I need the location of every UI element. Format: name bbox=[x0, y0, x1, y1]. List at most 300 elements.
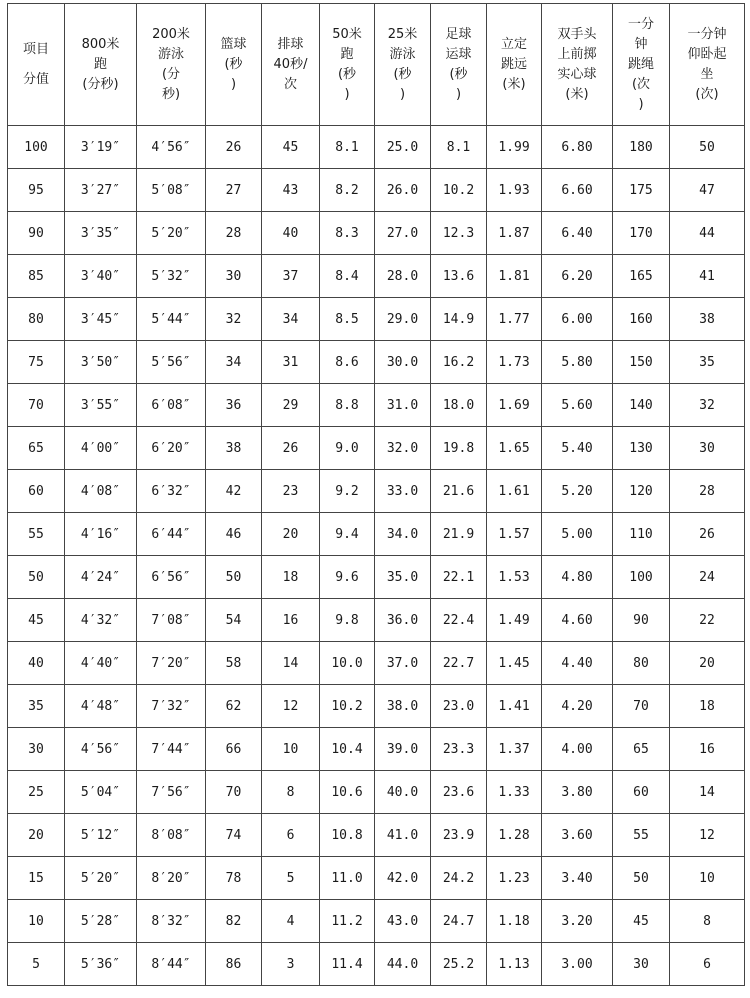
table-row bbox=[8, 728, 745, 771]
table-cell: 5.60 bbox=[542, 384, 613, 427]
table-cell: 3′40″ bbox=[65, 255, 137, 298]
column-header-line: 上前掷 bbox=[557, 46, 597, 62]
score-cell: 90 bbox=[8, 212, 65, 255]
column-header-line: 25米 bbox=[387, 26, 418, 42]
table-cell: 26.0 bbox=[375, 169, 431, 212]
table-cell: 1.33 bbox=[487, 771, 542, 814]
column-header-line: ) bbox=[399, 86, 406, 102]
table-cell: 7′32″ bbox=[137, 685, 206, 728]
table-cell: 35.0 bbox=[375, 556, 431, 599]
table-cell: 165 bbox=[613, 255, 670, 298]
table-cell: 1.41 bbox=[487, 685, 542, 728]
table-cell: 35 bbox=[670, 341, 745, 384]
table-cell: 19.8 bbox=[431, 427, 487, 470]
column-header bbox=[137, 4, 206, 126]
table-cell: 26 bbox=[670, 513, 745, 556]
table-cell: 32 bbox=[670, 384, 745, 427]
table-cell: 50 bbox=[670, 126, 745, 169]
score-cell: 55 bbox=[8, 513, 65, 556]
table-cell: 54 bbox=[206, 599, 262, 642]
table-cell: 24 bbox=[670, 556, 745, 599]
table-cell: 130 bbox=[613, 427, 670, 470]
table-cell: 1.18 bbox=[487, 900, 542, 943]
table-cell: 1.61 bbox=[487, 470, 542, 513]
table-cell: 4′16″ bbox=[65, 513, 137, 556]
table-cell: 1.49 bbox=[487, 599, 542, 642]
column-header-line: 实心球 bbox=[557, 66, 597, 82]
table-cell: 1.45 bbox=[487, 642, 542, 685]
table-row bbox=[8, 900, 745, 943]
table-cell: 4 bbox=[262, 900, 320, 943]
table-cell: 10.2 bbox=[431, 169, 487, 212]
table-cell: 3′45″ bbox=[65, 298, 137, 341]
table-cell: 38.0 bbox=[375, 685, 431, 728]
table-cell: 4′48″ bbox=[65, 685, 137, 728]
column-header-line: 次 bbox=[283, 76, 297, 92]
table-cell: 170 bbox=[613, 212, 670, 255]
table-cell: 31.0 bbox=[375, 384, 431, 427]
table-cell: 44.0 bbox=[375, 943, 431, 986]
table-cell: 43 bbox=[262, 169, 320, 212]
column-header-line: 双手头 bbox=[557, 26, 597, 42]
column-header-line: (米) bbox=[502, 76, 526, 92]
table-cell: 4.80 bbox=[542, 556, 613, 599]
table-cell: 41 bbox=[670, 255, 745, 298]
table-cell: 5.80 bbox=[542, 341, 613, 384]
table-cell: 31 bbox=[262, 341, 320, 384]
table-cell: 86 bbox=[206, 943, 262, 986]
table-cell: 9.6 bbox=[320, 556, 375, 599]
table-cell: 55 bbox=[613, 814, 670, 857]
column-header bbox=[542, 4, 613, 126]
column-header-line: 秒) bbox=[161, 86, 181, 102]
table-cell: 34.0 bbox=[375, 513, 431, 556]
column-header-line: 坐 bbox=[700, 66, 714, 82]
table-cell: 16 bbox=[670, 728, 745, 771]
table-cell: 23.3 bbox=[431, 728, 487, 771]
table-cell: 5′08″ bbox=[137, 169, 206, 212]
table-row bbox=[8, 943, 745, 986]
table-cell: 30 bbox=[670, 427, 745, 470]
table-cell: 9.4 bbox=[320, 513, 375, 556]
column-header bbox=[613, 4, 670, 126]
table-cell: 8.3 bbox=[320, 212, 375, 255]
table-cell: 8 bbox=[670, 900, 745, 943]
table-cell: 4′56″ bbox=[137, 126, 206, 169]
score-cell: 35 bbox=[8, 685, 65, 728]
table-cell: 21.9 bbox=[431, 513, 487, 556]
header-row bbox=[8, 4, 745, 126]
table-cell: 1.99 bbox=[487, 126, 542, 169]
table-cell: 3′35″ bbox=[65, 212, 137, 255]
column-header-line: 游泳 bbox=[389, 46, 416, 62]
column-header-line: (分 bbox=[161, 66, 181, 82]
table-cell: 1.69 bbox=[487, 384, 542, 427]
table-cell: 4′24″ bbox=[65, 556, 137, 599]
table-cell: 110 bbox=[613, 513, 670, 556]
table-cell: 20 bbox=[262, 513, 320, 556]
table-row bbox=[8, 513, 745, 556]
table-cell: 120 bbox=[613, 470, 670, 513]
table-cell: 34 bbox=[206, 341, 262, 384]
table-cell: 25.2 bbox=[431, 943, 487, 986]
score-table bbox=[7, 3, 745, 986]
table-cell: 23.6 bbox=[431, 771, 487, 814]
column-header bbox=[431, 4, 487, 126]
column-header-line: (秒 bbox=[449, 66, 468, 82]
table-cell: 3′19″ bbox=[65, 126, 137, 169]
column-header-line: (秒 bbox=[337, 66, 357, 82]
table-row bbox=[8, 341, 745, 384]
column-header bbox=[487, 4, 542, 126]
column-header-line: 项目 bbox=[22, 41, 49, 57]
table-cell: 40.0 bbox=[375, 771, 431, 814]
table-cell: 29.0 bbox=[375, 298, 431, 341]
table-cell: 4′56″ bbox=[65, 728, 137, 771]
table-cell: 28 bbox=[670, 470, 745, 513]
table-row bbox=[8, 255, 745, 298]
table-cell: 37 bbox=[262, 255, 320, 298]
table-cell: 6.40 bbox=[542, 212, 613, 255]
table-cell: 4′40″ bbox=[65, 642, 137, 685]
column-header-line: 立定 bbox=[500, 36, 527, 52]
column-header-line: 跳远 bbox=[500, 56, 527, 72]
table-cell: 82 bbox=[206, 900, 262, 943]
table-cell: 40 bbox=[262, 212, 320, 255]
table-cell: 8.1 bbox=[320, 126, 375, 169]
table-cell: 22 bbox=[670, 599, 745, 642]
table-cell: 70 bbox=[206, 771, 262, 814]
table-cell: 5.40 bbox=[542, 427, 613, 470]
table-cell: 38 bbox=[206, 427, 262, 470]
table-cell: 1.87 bbox=[487, 212, 542, 255]
table-cell: 4′00″ bbox=[65, 427, 137, 470]
column-header-line: (分秒) bbox=[82, 76, 119, 92]
table-cell: 16 bbox=[262, 599, 320, 642]
table-cell: 16.2 bbox=[431, 341, 487, 384]
table-cell: 8.6 bbox=[320, 341, 375, 384]
table-cell: 8′32″ bbox=[137, 900, 206, 943]
table-body bbox=[8, 126, 745, 986]
table-cell: 1.53 bbox=[487, 556, 542, 599]
column-header-line: 仰卧起 bbox=[687, 46, 727, 62]
table-cell: 1.93 bbox=[487, 169, 542, 212]
table-cell: 80 bbox=[613, 642, 670, 685]
table-cell: 3′27″ bbox=[65, 169, 137, 212]
score-cell: 70 bbox=[8, 384, 65, 427]
table-cell: 6′08″ bbox=[137, 384, 206, 427]
table-cell: 62 bbox=[206, 685, 262, 728]
table-cell: 66 bbox=[206, 728, 262, 771]
table-cell: 33.0 bbox=[375, 470, 431, 513]
table-row bbox=[8, 212, 745, 255]
table-cell: 14.9 bbox=[431, 298, 487, 341]
table-cell: 70 bbox=[613, 685, 670, 728]
table-cell: 6.00 bbox=[542, 298, 613, 341]
table-cell: 78 bbox=[206, 857, 262, 900]
column-header bbox=[262, 4, 320, 126]
table-cell: 1.77 bbox=[487, 298, 542, 341]
table-cell: 23 bbox=[262, 470, 320, 513]
table-cell: 12.3 bbox=[431, 212, 487, 255]
table-cell: 18 bbox=[262, 556, 320, 599]
table-cell: 26 bbox=[262, 427, 320, 470]
table-cell: 12 bbox=[670, 814, 745, 857]
column-header-line: 跑 bbox=[340, 46, 354, 62]
table-cell: 6′56″ bbox=[137, 556, 206, 599]
table-cell: 8 bbox=[262, 771, 320, 814]
score-cell: 65 bbox=[8, 427, 65, 470]
column-header-line: 40秒/ bbox=[273, 56, 308, 72]
table-cell: 29 bbox=[262, 384, 320, 427]
table-cell: 14 bbox=[262, 642, 320, 685]
table-cell: 6.20 bbox=[542, 255, 613, 298]
score-cell: 30 bbox=[8, 728, 65, 771]
table-cell: 5′20″ bbox=[65, 857, 137, 900]
table-cell: 4.20 bbox=[542, 685, 613, 728]
column-header bbox=[65, 4, 137, 126]
column-header-line: (次 bbox=[631, 76, 651, 92]
table-cell: 10.6 bbox=[320, 771, 375, 814]
table-cell: 32 bbox=[206, 298, 262, 341]
table-header bbox=[8, 4, 745, 126]
table-cell: 25.0 bbox=[375, 126, 431, 169]
table-cell: 10 bbox=[670, 857, 745, 900]
table-cell: 38 bbox=[670, 298, 745, 341]
score-cell: 20 bbox=[8, 814, 65, 857]
table-cell: 175 bbox=[613, 169, 670, 212]
column-header-line: 钟 bbox=[634, 36, 648, 52]
score-cell: 75 bbox=[8, 341, 65, 384]
column-header-line: 一分钟 bbox=[687, 26, 727, 42]
table-cell: 8′08″ bbox=[137, 814, 206, 857]
column-header-line: 200米 bbox=[152, 26, 190, 42]
table-cell: 14 bbox=[670, 771, 745, 814]
table-cell: 60 bbox=[613, 771, 670, 814]
table-cell: 5′36″ bbox=[65, 943, 137, 986]
table-cell: 27.0 bbox=[375, 212, 431, 255]
table-cell: 42 bbox=[206, 470, 262, 513]
column-header bbox=[375, 4, 431, 126]
table-cell: 65 bbox=[613, 728, 670, 771]
table-cell: 6′44″ bbox=[137, 513, 206, 556]
table-row bbox=[8, 427, 745, 470]
table-cell: 5.20 bbox=[542, 470, 613, 513]
table-cell: 21.6 bbox=[431, 470, 487, 513]
score-cell: 40 bbox=[8, 642, 65, 685]
column-header-line: 游泳 bbox=[157, 46, 184, 62]
column-header-line: 运球 bbox=[445, 46, 472, 62]
table-cell: 3.20 bbox=[542, 900, 613, 943]
table-cell: 6.80 bbox=[542, 126, 613, 169]
table-cell: 24.7 bbox=[431, 900, 487, 943]
table-cell: 9.2 bbox=[320, 470, 375, 513]
table-cell: 8.5 bbox=[320, 298, 375, 341]
table-cell: 7′08″ bbox=[137, 599, 206, 642]
table-cell: 36 bbox=[206, 384, 262, 427]
table-cell: 50 bbox=[206, 556, 262, 599]
table-cell: 13.6 bbox=[431, 255, 487, 298]
table-row bbox=[8, 298, 745, 341]
table-cell: 5′32″ bbox=[137, 255, 206, 298]
table-cell: 11.4 bbox=[320, 943, 375, 986]
score-cell: 10 bbox=[8, 900, 65, 943]
table-cell: 23.0 bbox=[431, 685, 487, 728]
table-cell: 8.8 bbox=[320, 384, 375, 427]
table-cell: 23.9 bbox=[431, 814, 487, 857]
column-header-line: (米) bbox=[565, 86, 589, 102]
table-cell: 22.4 bbox=[431, 599, 487, 642]
table-cell: 44 bbox=[670, 212, 745, 255]
table-cell: 74 bbox=[206, 814, 262, 857]
table-cell: 5′12″ bbox=[65, 814, 137, 857]
table-cell: 42.0 bbox=[375, 857, 431, 900]
table-cell: 22.7 bbox=[431, 642, 487, 685]
table-cell: 1.37 bbox=[487, 728, 542, 771]
table-cell: 10.8 bbox=[320, 814, 375, 857]
column-header-line: ) bbox=[638, 96, 644, 112]
column-header-line: ) bbox=[455, 86, 462, 102]
score-cell: 45 bbox=[8, 599, 65, 642]
table-cell: 11.2 bbox=[320, 900, 375, 943]
score-cell: 100 bbox=[8, 126, 65, 169]
table-row bbox=[8, 599, 745, 642]
table-row bbox=[8, 814, 745, 857]
table-cell: 10.2 bbox=[320, 685, 375, 728]
column-header-line: ) bbox=[344, 86, 350, 102]
table-cell: 1.13 bbox=[487, 943, 542, 986]
table-cell: 7′44″ bbox=[137, 728, 206, 771]
table-cell: 22.1 bbox=[431, 556, 487, 599]
table-cell: 4.00 bbox=[542, 728, 613, 771]
table-cell: 32.0 bbox=[375, 427, 431, 470]
column-header-line: ) bbox=[230, 76, 237, 92]
column-header bbox=[320, 4, 375, 126]
table-cell: 1.65 bbox=[487, 427, 542, 470]
table-cell: 8.4 bbox=[320, 255, 375, 298]
table-cell: 5′20″ bbox=[137, 212, 206, 255]
column-header bbox=[670, 4, 745, 126]
table-cell: 3 bbox=[262, 943, 320, 986]
table-cell: 41.0 bbox=[375, 814, 431, 857]
score-cell: 80 bbox=[8, 298, 65, 341]
score-cell: 60 bbox=[8, 470, 65, 513]
table-cell: 30 bbox=[206, 255, 262, 298]
column-header-line: 足球 bbox=[445, 26, 472, 42]
table-cell: 34 bbox=[262, 298, 320, 341]
table-cell: 18 bbox=[670, 685, 745, 728]
column-header-line: 分值 bbox=[22, 71, 49, 87]
table-cell: 9.8 bbox=[320, 599, 375, 642]
table-cell: 8′44″ bbox=[137, 943, 206, 986]
column-header-line: 800米 bbox=[81, 36, 120, 52]
table-cell: 3′55″ bbox=[65, 384, 137, 427]
table-row bbox=[8, 169, 745, 212]
column-header-line: 跑 bbox=[93, 56, 107, 72]
table-cell: 27 bbox=[206, 169, 262, 212]
column-header bbox=[8, 4, 65, 126]
table-row bbox=[8, 857, 745, 900]
table-cell: 30.0 bbox=[375, 341, 431, 384]
table-cell: 10.0 bbox=[320, 642, 375, 685]
score-cell: 25 bbox=[8, 771, 65, 814]
table-cell: 1.57 bbox=[487, 513, 542, 556]
table-row bbox=[8, 771, 745, 814]
table-cell: 10 bbox=[262, 728, 320, 771]
score-cell: 85 bbox=[8, 255, 65, 298]
table-cell: 1.81 bbox=[487, 255, 542, 298]
column-header-line: (秒 bbox=[393, 66, 412, 82]
table-cell: 160 bbox=[613, 298, 670, 341]
table-row bbox=[8, 556, 745, 599]
column-header-line: 一分 bbox=[627, 16, 654, 32]
table-cell: 1.23 bbox=[487, 857, 542, 900]
column-header-line: 跳绳 bbox=[627, 56, 654, 72]
table-cell: 9.0 bbox=[320, 427, 375, 470]
table-cell: 6 bbox=[262, 814, 320, 857]
column-header bbox=[206, 4, 262, 126]
table-cell: 20 bbox=[670, 642, 745, 685]
table-row bbox=[8, 642, 745, 685]
table-cell: 28.0 bbox=[375, 255, 431, 298]
score-cell: 15 bbox=[8, 857, 65, 900]
table-cell: 8.1 bbox=[431, 126, 487, 169]
table-cell: 1.28 bbox=[487, 814, 542, 857]
table-row bbox=[8, 685, 745, 728]
table-row bbox=[8, 384, 745, 427]
table-cell: 18.0 bbox=[431, 384, 487, 427]
table-cell: 4.40 bbox=[542, 642, 613, 685]
table-cell: 8′20″ bbox=[137, 857, 206, 900]
column-header-line: 排球 bbox=[277, 36, 304, 52]
table-cell: 6 bbox=[670, 943, 745, 986]
table-cell: 45 bbox=[262, 126, 320, 169]
table-cell: 5′28″ bbox=[65, 900, 137, 943]
column-header-line: (次) bbox=[695, 86, 719, 102]
table-cell: 45 bbox=[613, 900, 670, 943]
table-cell: 5.00 bbox=[542, 513, 613, 556]
table-cell: 6′32″ bbox=[137, 470, 206, 513]
table-cell: 5′56″ bbox=[137, 341, 206, 384]
table-cell: 28 bbox=[206, 212, 262, 255]
table-cell: 150 bbox=[613, 341, 670, 384]
table-cell: 30 bbox=[613, 943, 670, 986]
table-cell: 4′08″ bbox=[65, 470, 137, 513]
column-header-line: 篮球 bbox=[220, 36, 247, 52]
column-header-line: 50米 bbox=[332, 26, 362, 42]
table-cell: 3′50″ bbox=[65, 341, 137, 384]
table-cell: 7′56″ bbox=[137, 771, 206, 814]
score-cell: 5 bbox=[8, 943, 65, 986]
table-cell: 26 bbox=[206, 126, 262, 169]
table-cell: 7′20″ bbox=[137, 642, 206, 685]
score-cell: 95 bbox=[8, 169, 65, 212]
table-cell: 11.0 bbox=[320, 857, 375, 900]
table-cell: 5 bbox=[262, 857, 320, 900]
table-cell: 3.60 bbox=[542, 814, 613, 857]
table-row bbox=[8, 470, 745, 513]
table-cell: 36.0 bbox=[375, 599, 431, 642]
table-cell: 4.60 bbox=[542, 599, 613, 642]
table-cell: 6.60 bbox=[542, 169, 613, 212]
table-cell: 50 bbox=[613, 857, 670, 900]
score-cell: 50 bbox=[8, 556, 65, 599]
table-cell: 58 bbox=[206, 642, 262, 685]
table-cell: 47 bbox=[670, 169, 745, 212]
table-cell: 12 bbox=[262, 685, 320, 728]
table-cell: 39.0 bbox=[375, 728, 431, 771]
table-cell: 3.80 bbox=[542, 771, 613, 814]
